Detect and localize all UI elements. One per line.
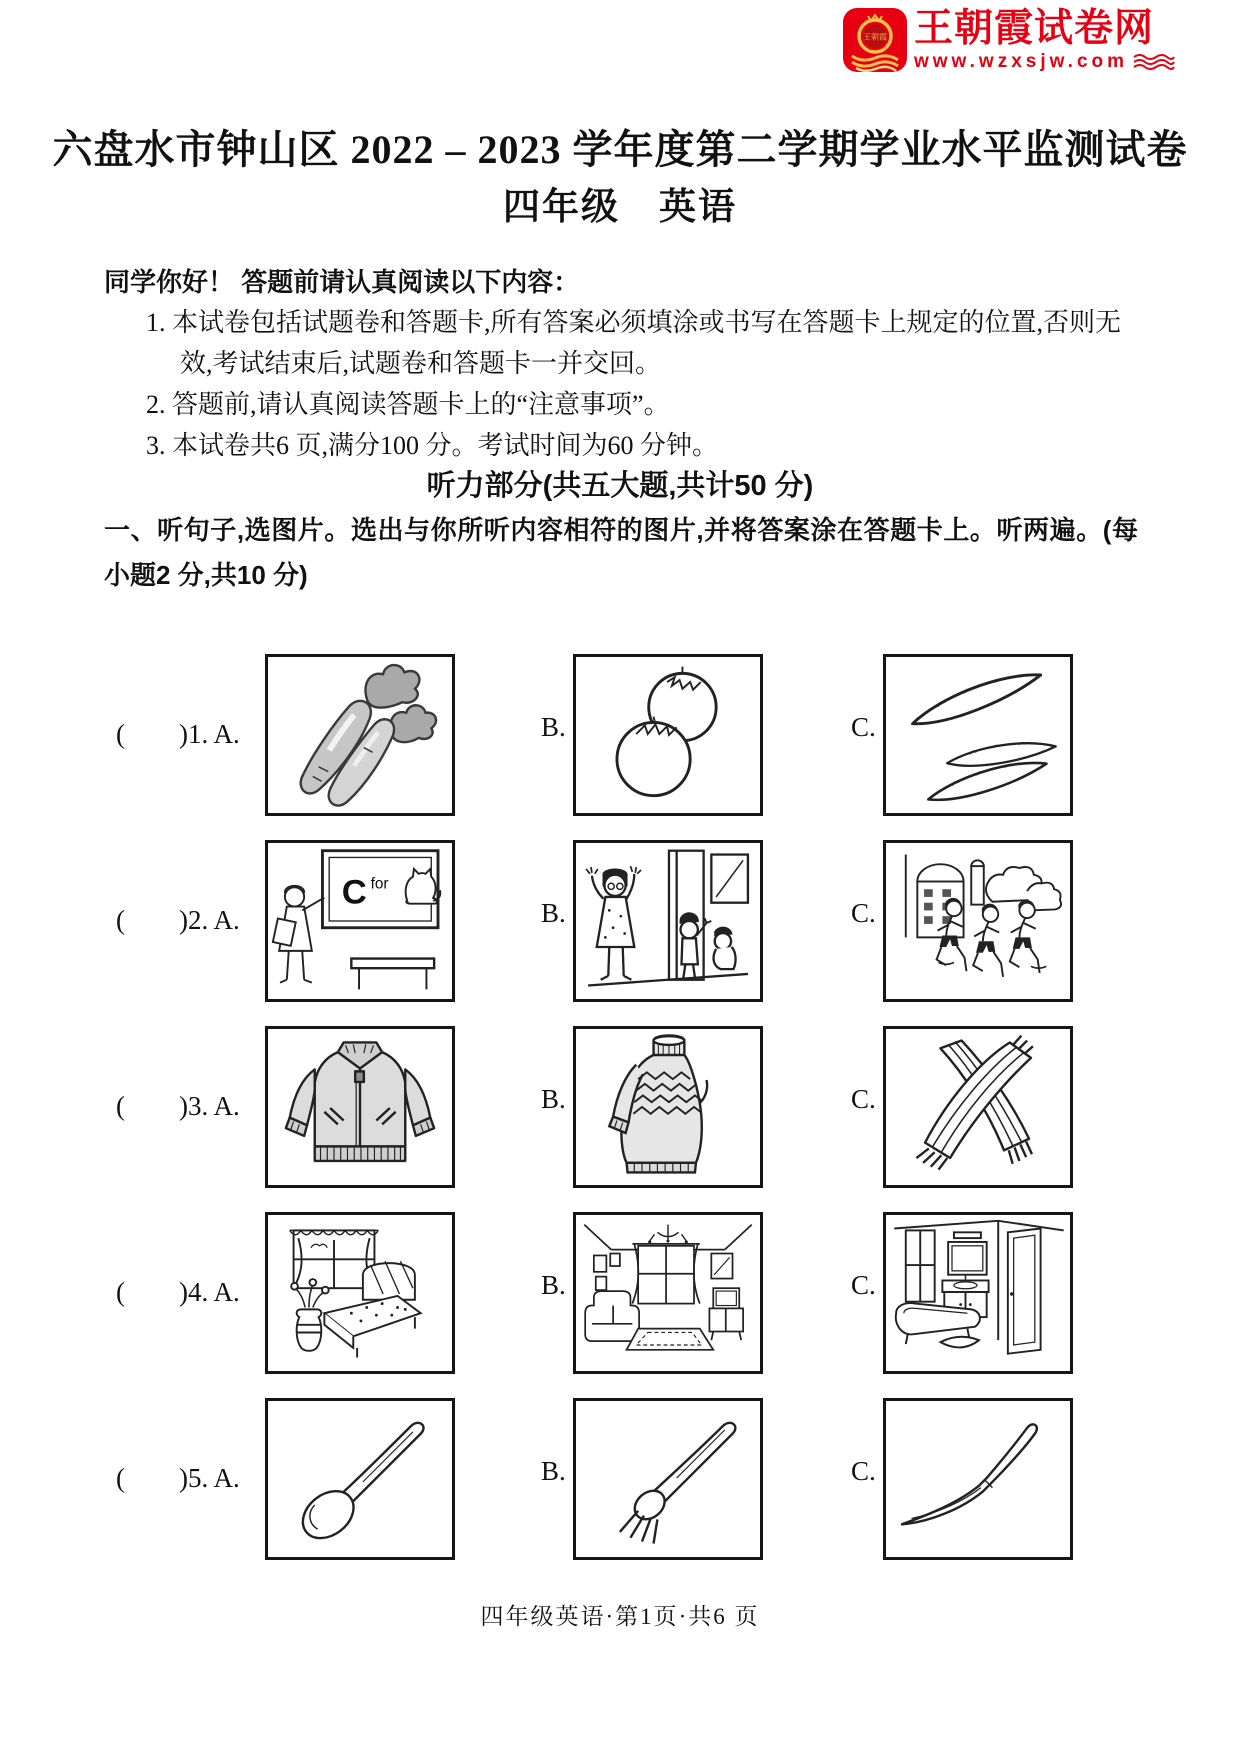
paper-title: 六盘水市钟山区 2022 – 2023 学年度第二学期学业水平监测试卷 <box>52 127 1188 172</box>
q3-option-b-label: B. <box>541 1084 566 1114</box>
sweater-image <box>576 1029 760 1185</box>
q2-option-b-label: B. <box>541 898 566 928</box>
wave-flourish-icon <box>1132 53 1176 71</box>
q1-option-b-box <box>573 654 763 816</box>
knife-image <box>886 1401 1070 1557</box>
brand-name: 王朝霞试卷网 <box>914 7 1155 50</box>
q4-option-a-box <box>265 1212 455 1374</box>
q1-option-c-label: C. <box>851 712 876 742</box>
brand-seal-icon <box>842 8 908 72</box>
q4-option-c-box <box>883 1212 1073 1374</box>
q5-option-b-label: B. <box>541 1456 566 1486</box>
question-2-label: ( )2. A. <box>116 905 240 935</box>
q2-option-c-label: C. <box>851 898 876 928</box>
q4-option-b-label: B. <box>541 1270 566 1300</box>
question-1-label: ( )1. A. <box>116 719 240 749</box>
question-row-1 <box>0 654 1240 816</box>
scarf-image <box>886 1029 1070 1185</box>
svg-text:C: C <box>341 873 367 912</box>
question-4-label: ( )4. A. <box>116 1277 240 1307</box>
spoon-image <box>268 1401 452 1557</box>
notice-item: 3. 本试卷共6 页,满分100 分。考试时间为60 分钟。 <box>146 431 719 460</box>
site-logo <box>842 8 1176 73</box>
q5-option-c-box <box>883 1398 1073 1560</box>
q4-option-b-box <box>573 1212 763 1374</box>
q1-option-a-box <box>265 654 455 816</box>
bathroom-image <box>886 1215 1070 1371</box>
q2-option-a-box <box>265 840 455 1002</box>
question-row-3 <box>0 1026 1240 1188</box>
q4-option-c-label: C. <box>851 1270 876 1300</box>
q1-option-c-box <box>883 654 1073 816</box>
brand-url: www.wzxsjw.com <box>914 51 1129 72</box>
question-row-4 <box>0 1212 1240 1374</box>
page-footer: 四年级英语·第1页·共6 页 <box>480 1604 760 1629</box>
teacher-at-board-image <box>268 843 452 999</box>
bedroom-image <box>268 1215 452 1371</box>
fork-image <box>576 1401 760 1557</box>
question-5-label: ( )5. A. <box>116 1463 240 1493</box>
notice-item: 1. 本试卷包括试题卷和答题卡,所有答案必须填涂或书写在答题卡上规定的位置,否则无效,考试结束后,试题卷和答题卡一并交回。 <box>146 308 1122 378</box>
question-row-2 <box>0 840 1240 1002</box>
q5-option-a-box <box>265 1398 455 1560</box>
q3-option-c-box <box>883 1026 1073 1188</box>
q1-option-b-label: B. <box>541 712 566 742</box>
green-beans-image <box>886 657 1070 813</box>
living-room-image <box>576 1215 760 1371</box>
q5-option-b-box <box>573 1398 763 1560</box>
notice-greeting: 同学你好！ 答题前请认真阅读以下内容： <box>104 267 580 297</box>
notice-list <box>146 302 1138 466</box>
carrots-image <box>268 657 452 813</box>
q2-option-b-box <box>573 840 763 1002</box>
paper-subtitle: 四年级 英语 <box>503 187 737 228</box>
notice-item: 2. 答题前,请认真阅读答题卡上的“注意事项”。 <box>146 390 670 419</box>
jacket-image <box>268 1029 452 1185</box>
waving-goodbye-at-door-image <box>576 843 760 999</box>
question-row-5 <box>0 1398 1240 1560</box>
tomatoes-image <box>576 657 760 813</box>
svg-text:王朝霞: 王朝霞 <box>863 32 887 42</box>
q2-option-c-box <box>883 840 1073 1002</box>
q3-option-a-box <box>265 1026 455 1188</box>
part1-instruction: 一、听句子,选图片。选出与你所听内容相符的图片,并将答案涂在答题卡上。听两遍。(每小题2 分,共10 分) <box>104 515 1138 590</box>
listening-section-title: 听力部分(共五大题,共计50 分) <box>426 470 814 502</box>
svg-text:for: for <box>370 875 389 893</box>
q3-option-c-label: C. <box>851 1084 876 1114</box>
q5-option-c-label: C. <box>851 1456 876 1486</box>
question-3-label: ( )3. A. <box>116 1091 240 1121</box>
q3-option-b-box <box>573 1026 763 1188</box>
children-running-image <box>886 843 1070 999</box>
